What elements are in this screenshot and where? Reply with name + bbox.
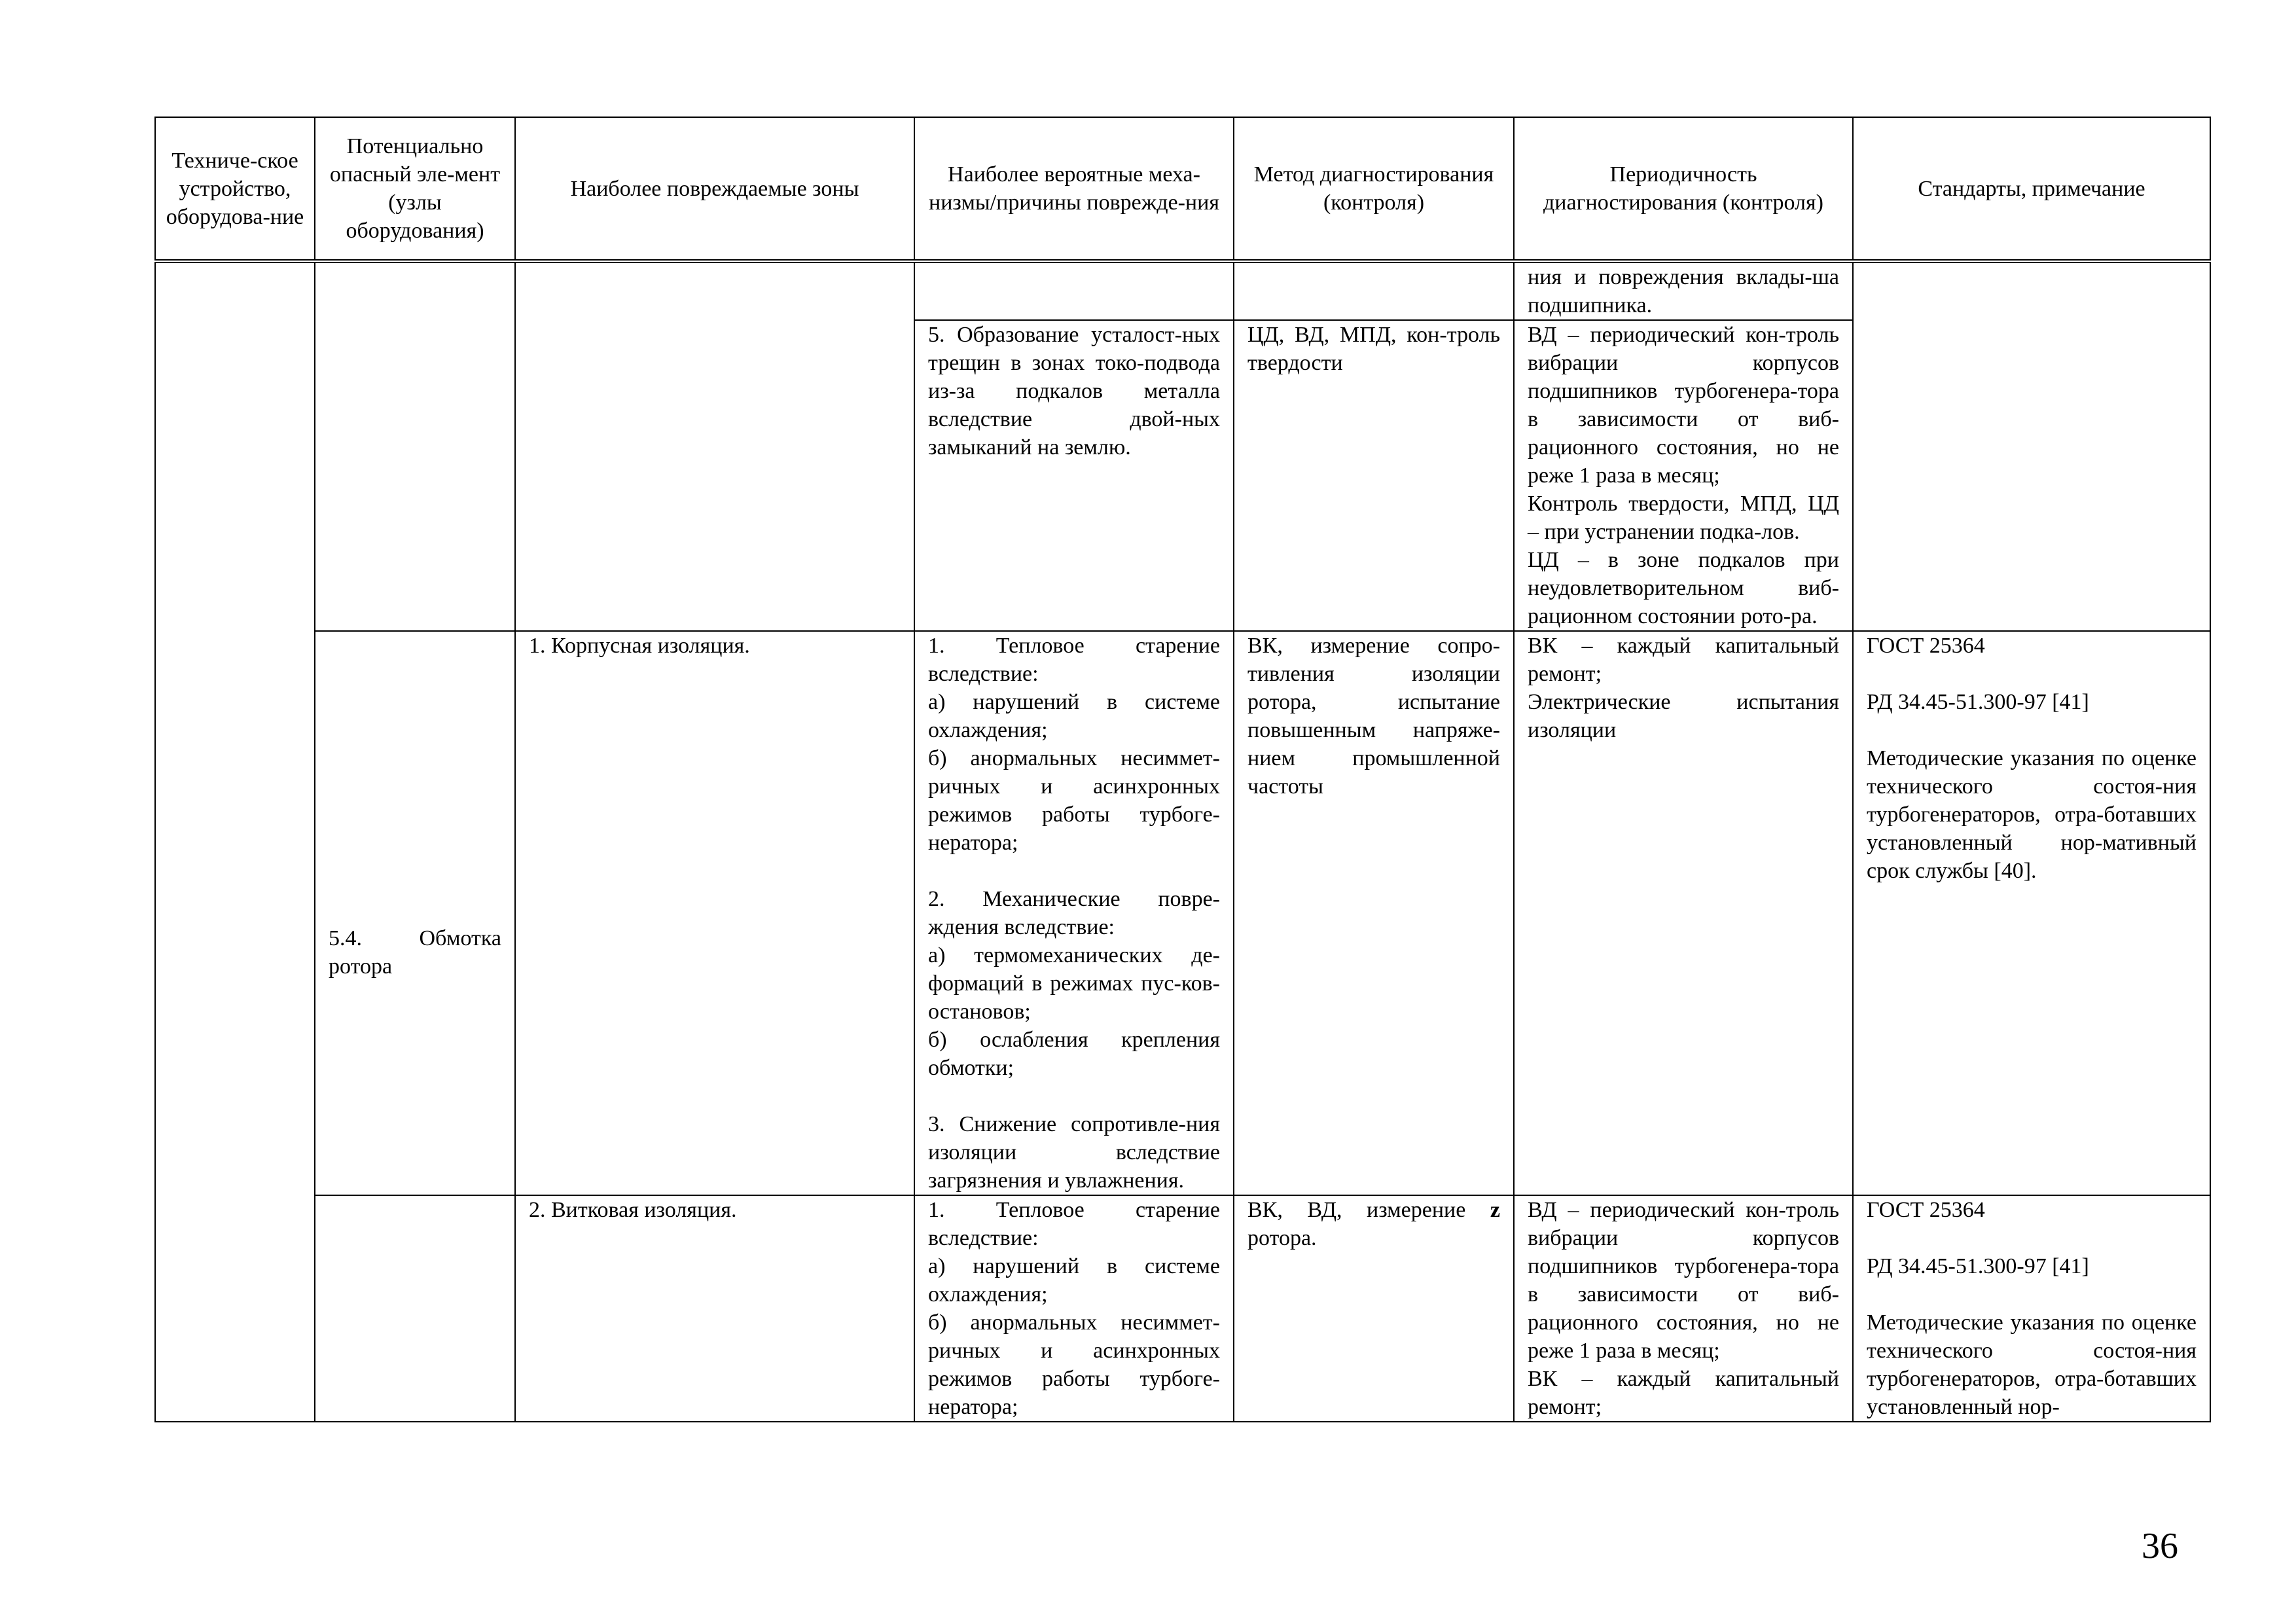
periodicity-line: ВК – каждый капитальный ремонт;: [1528, 634, 1839, 686]
standard-spacer: [1867, 1280, 2197, 1308]
periodicity-line: Контроль твердости, МПД, ЦД – при устранении подка-лов.: [1528, 492, 1839, 544]
standard-line: Методические указания по оценке технического состоя-ния турбогенераторов, отра-ботавших установленный нор-мативный срок службы [40].: [1867, 746, 2197, 883]
standard-spacer: [1867, 1224, 2197, 1252]
cause-line: 1. Тепловое старение вследствие:: [928, 1198, 1220, 1250]
standard-line: РД 34.45-51.300-97 [41]: [1867, 1254, 2089, 1278]
periodicity-line: ВД – периодический кон-троль вибрации корпусов подшипников турбогенера-тора в зависимости от виб-рационного состояния, но не реже 1 раза в месяц;: [1528, 1198, 1839, 1363]
cell-element-rotor-winding: 5.4. Обмотка ротора: [315, 631, 515, 1195]
cause-spacer: [928, 857, 1220, 885]
cell-periodicity-prev: ния и повреждения вклады-ша подшипника.: [1514, 261, 1853, 320]
method-symbol: z: [1490, 1198, 1500, 1222]
cell-method-turn-insulation: [1234, 1195, 1514, 1422]
header-method: Метод диагностирования (контроля): [1234, 117, 1514, 261]
cause-line: а) нарушений в системе охлаждения;: [928, 690, 1220, 742]
header-standards: Стандарты, примечание: [1853, 117, 2210, 261]
periodicity-line: ВК – каждый капитальный ремонт;: [1528, 1367, 1839, 1419]
cause-line: б) анормальных несиммет-ричных и асинхронных режимов работы турбоге-нератора;: [928, 746, 1220, 855]
cause-line: 2. Механические повре-ждения вследствие:: [928, 887, 1220, 939]
standard-spacer: [1867, 660, 2197, 688]
table-row: [155, 1195, 2210, 1422]
table-row: [155, 631, 2210, 1195]
cause-line: 1. Тепловое старение вследствие:: [928, 634, 1220, 686]
header-element: Потенциально опасный эле-мент (узлы оборудования): [315, 117, 515, 261]
cell-zone-case-insulation: 1. Корпусная изоляция.: [515, 631, 914, 1195]
periodicity-line: Электрические испытания изоляции: [1528, 690, 1839, 742]
cause-line: б) анормальных несиммет-ричных и асинхронных режимов работы турбоге-нератора;: [928, 1310, 1220, 1419]
header-causes: Наиболее вероятные меха-низмы/причины поврежде-ния: [914, 117, 1234, 261]
cell-standards-turn-insulation: [1853, 1195, 2210, 1422]
standard-spacer: [1867, 716, 2197, 744]
cell-periodicity-case-insulation: [1514, 631, 1853, 1195]
cause-line: б) ослабления крепления обмотки;: [928, 1028, 1220, 1080]
table-row: [155, 261, 2210, 320]
cell-element-prev: [315, 261, 515, 631]
diagnostics-table: [154, 117, 2211, 1422]
header-equipment: Техниче-ское устройство, оборудова-ние: [155, 117, 315, 261]
cell-element-empty: [315, 1195, 515, 1422]
cell-cause-turn-insulation: [914, 1195, 1234, 1422]
header-periodicity: Периодичность диагностирования (контроля): [1514, 117, 1853, 261]
cause-line: а) нарушений в системе охлаждения;: [928, 1254, 1220, 1307]
standard-line: РД 34.45-51.300-97 [41]: [1867, 690, 2089, 714]
standard-line: ГОСТ 25364: [1867, 1198, 1985, 1222]
cell-periodicity-fatigue: [1514, 320, 1853, 631]
standard-line: ГОСТ 25364: [1867, 634, 1985, 658]
cause-line: 3. Снижение сопротивле-ния изоляции вследствие загрязнения и увлажнения.: [928, 1112, 1220, 1193]
cell-periodicity-turn-insulation: [1514, 1195, 1853, 1422]
cell-method-case-insulation: ВК, измерение сопро-тивления изоляции ротора, испытание повышенным напряже-нием промышленной частоты: [1234, 631, 1514, 1195]
cell-cause-fatigue: 5. Образование усталост-ных трещин в зонах токо-подвода из-за подкалов металла вследствие двой-ных замыканий на землю.: [914, 320, 1234, 631]
cell-cause-prev: [914, 261, 1234, 320]
periodicity-line: ВД – периодический кон-троль вибрации корпусов подшипников турбогенера-тора в зависимости от виб-рационного состояния, но не реже 1 раза в месяц;: [1528, 323, 1839, 488]
cell-standards-prev: [1853, 261, 2210, 631]
cell-standards-case-insulation: [1853, 631, 2210, 1195]
header-zones: Наиболее повреждаемые зоны: [515, 117, 914, 261]
cell-method-prev: [1234, 261, 1514, 320]
periodicity-line: ЦД – в зоне подкалов при неудовлетворительном виб-рационном состоянии рото-ра.: [1528, 548, 1839, 628]
cell-zone-turn-insulation: 2. Витковая изоляция.: [515, 1195, 914, 1422]
method-text: ВК, ВД, измерение: [1247, 1198, 1490, 1222]
standard-line: Методические указания по оценке технического состоя-ния турбогенераторов, отра-ботавших установленный нор-: [1867, 1310, 2197, 1419]
cell-method-fatigue: ЦД, ВД, МПД, кон-троль твердости: [1234, 320, 1514, 631]
cell-zone-prev: [515, 261, 914, 631]
cell-equipment: [155, 261, 315, 1422]
method-text: ротора.: [1247, 1226, 1317, 1250]
cell-cause-case-insulation: [914, 631, 1234, 1195]
cause-line: а) термомеханических де-формаций в режимах пус-ков-остановов;: [928, 943, 1220, 1024]
cause-spacer: [928, 1082, 1220, 1110]
page-number: 36: [2142, 1526, 2178, 1566]
table-header-row: [155, 117, 2210, 261]
